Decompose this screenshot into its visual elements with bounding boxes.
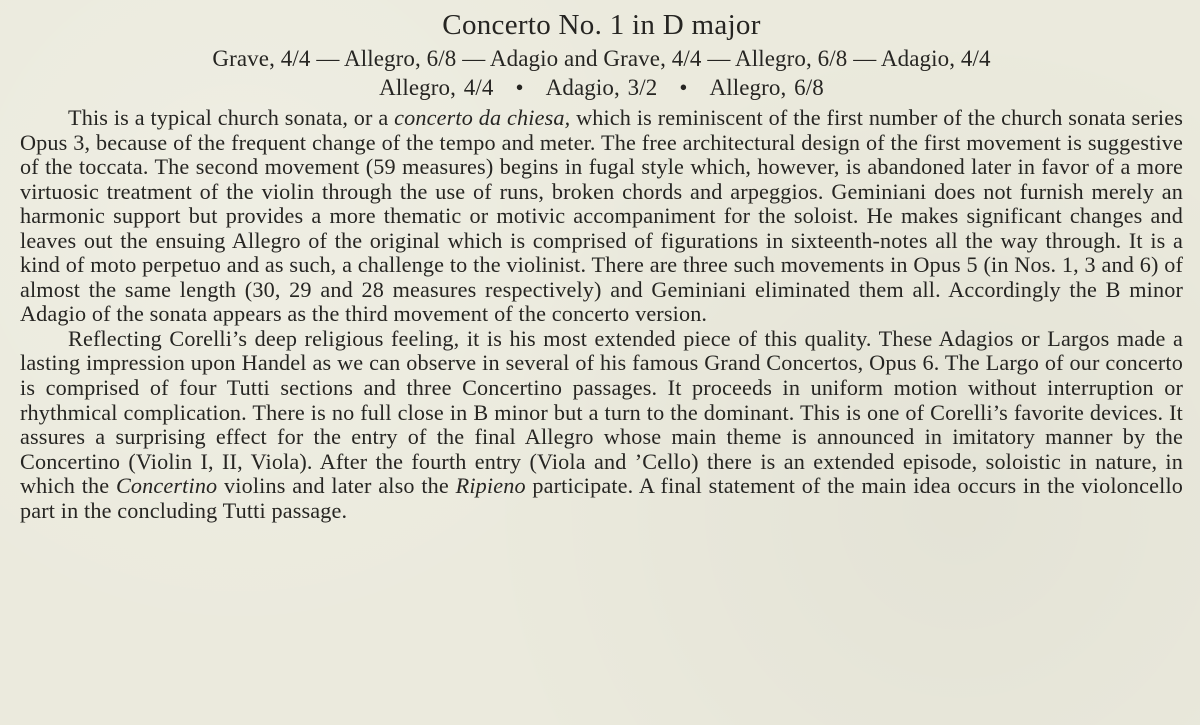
paragraph-2-italic-b: Ripieno — [455, 473, 526, 499]
paragraph-1-text-b: which is reminiscent of the first number of the church sonata series Opus 3, because of the frequent change of the tempo and meter. The free architectural design of the first movement is suggestive of the toccata. The second movement (59 measures) begins in fugal style which, however, is abandoned later in favor of a more virtuosic treatment of the violin through the use of runs, broken chords and arpeggios. Geminiani does not furnish merely an harmonic support but provides a more thematic or motivic accompaniment for the soloist. He makes significant changes and leaves out the ensuing Allegro of the original which is comprised of figurations in sixteenth-notes all the way through. It is a kind of moto perpetuo and as such, a challenge to the violinist. There are three such movements in Opus 5 (in Nos. 1, 3 and 6) of almost the same length (30, 29 and 28 measures respectively) and Geminiani eliminated them all. Accordingly the B minor Adagio of the sonata appears as the third movement of the concerto version. — [20, 105, 1184, 327]
paragraph-1 — [20, 106, 1183, 327]
paragraph-2-text-c: participate. A final statement of the main idea occurs in the violoncello part in the concluding Tutti passage. — [20, 473, 1184, 523]
tempo-line-2 — [20, 73, 1183, 102]
tempo-item: Allegro, 6/8 — [709, 75, 824, 100]
paragraph-1-italic-a: concerto da chiesa, — [394, 105, 571, 130]
paragraph-2-text-a: Reflecting Corelli’s deep religious feeling, it is his most extended piece of this quality. These Adagios or Largos made a lasting impression upon Handel as we can observe in several of his famous Grand Concertos, Opus 6. The Largo of our concerto is comprised of four Tutti sections and three Concertino passages. It proceeds in uniform motion without interruption or rhythmical complication. There is no full close in B minor but a turn to the dominant. This is one of Corelli’s favorite devices. It assures a surprising effect for the entry of the final Allegro whose main theme is announced in imitatory manner by the Concertino (Violin I, II, Viola). After the fourth entry (Viola and ’Cello) there is an extended episode, soloistic in nature, in which the — [20, 325, 1183, 499]
page-title: Concerto No. 1 in D major — [442, 9, 761, 41]
body-text — [20, 106, 1183, 523]
paragraph-2 — [20, 327, 1183, 523]
tempo-item: Adagio, 3/2 — [545, 75, 658, 100]
paragraph-2-italic-a: Concertino — [115, 473, 218, 499]
tempo-item: Allegro, 4/4 — [379, 75, 494, 100]
bullet-separator: • — [679, 75, 688, 100]
paragraph-2-text-b: violins and later also the — [217, 473, 456, 499]
paragraph-1-text-a: This is a typical church sonata, or a — [68, 105, 395, 130]
bullet-separator: • — [515, 75, 524, 100]
tempo-line-1: Grave, 4/4 — Allegro, 6/8 — Adagio and Grave, 4/4 — Allegro, 6/8 — Adagio, 4/4 — [212, 46, 991, 71]
